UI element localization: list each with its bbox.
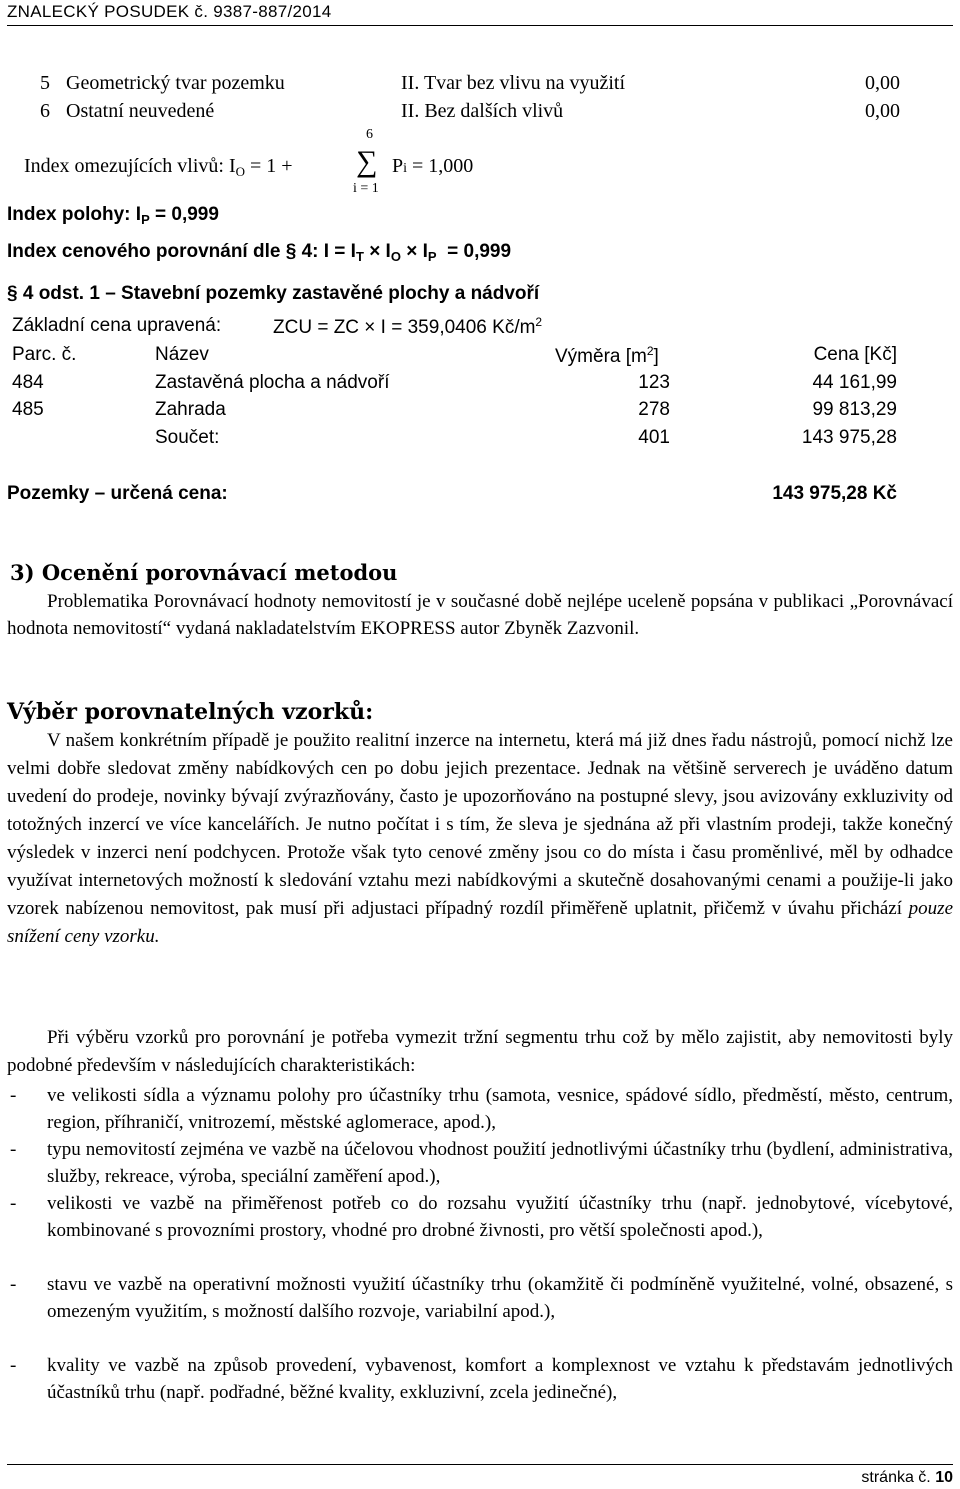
index-polohy-label: Index polohy: I bbox=[7, 204, 142, 225]
p-symbol: P bbox=[392, 155, 404, 177]
document-header bbox=[7, 2, 953, 26]
table-row-cena: 44 161,99 bbox=[812, 372, 897, 393]
factor-num: 5 bbox=[40, 72, 50, 94]
sum-top: 6 bbox=[366, 127, 373, 142]
list-dash: - bbox=[10, 1193, 17, 1214]
factor-desc: II. Bez dalších vlivů bbox=[401, 100, 564, 122]
vyber-p1-main: V našem konkrétním případě je použito realitní inzerce na internetu, která má již dnes řadu nástrojů, pomocí nichž lze velmi dobře sledovat změny nabídkových cen po dobu jejich prezentace. Jednak na většině serverech je uváděno datum uvedení do prodeje, novinky bývají zvýrazňovány, často je upozorňováno na postupné slevy, jsou avizovány exkluzivity od totožných inzercí ve více kancelářích. Je nutno počítat i s tím, že sleva je sjednána až při vlastním prodeji, takže konečný výsledek v inzerci není podchycen. Protože však tyto cenové změny jsou co do místa i času proměnlivé, měl by odhadce využívat internetových možností k sledování vztahu mezi nabídkovými a skutečně dosahovanými cenami a použije-li jako vzorek nabízenou nemovitost, pak musí při adjustaci případný rozdíl přiměřeně uplatnit, přičemž v úvahu přichází bbox=[7, 730, 953, 919]
list-item bbox=[7, 1271, 953, 1325]
list-item-text: kvality ve vazbě na způsob provedení, vybavenost, komfort a komplexnost ve vztahu k představám jednotlivých účastníků trhu (např. podřadné, běžné kvality, exkluzivní, zcela jedinečné), bbox=[47, 1355, 953, 1403]
page-footer bbox=[7, 1464, 953, 1487]
pozemky-value: 143 975,28 Kč bbox=[772, 483, 897, 504]
table-row-cena: 99 813,29 bbox=[812, 399, 897, 420]
factor-num: 6 bbox=[40, 100, 50, 122]
index-cen-sub-p: P bbox=[427, 249, 437, 264]
vyber-p2: Při výběru vzorků pro porovnání je potřeba vymezit tržní segmentu trhu což by mělo zajistit, aby nemovitosti byly podobné především v následujících charakteristikách: bbox=[7, 1027, 953, 1076]
list-dash: - bbox=[10, 1139, 17, 1160]
index-polohy-result: = 0,999 bbox=[155, 204, 219, 225]
p-sub: i bbox=[403, 161, 408, 176]
index-cen-times: × I bbox=[369, 241, 391, 262]
index-polohy-sub: P bbox=[141, 212, 150, 227]
section-title: § 4 odst. 1 – Stavební pozemky zastavěné plochy a nádvoří bbox=[7, 283, 540, 304]
list-item bbox=[7, 1352, 953, 1406]
th-vymera bbox=[555, 344, 659, 368]
table-row-nazev: Zastavěná plocha a nádvoří bbox=[155, 372, 390, 393]
vyber-paragraph-2 bbox=[7, 1024, 953, 1080]
index-label: Index omezujících vlivů: I bbox=[24, 155, 236, 177]
index-cen-sub-t: T bbox=[355, 249, 364, 264]
zcu-sup: 2 bbox=[535, 315, 543, 329]
factor-value: 0,00 bbox=[865, 72, 900, 94]
index-cen-result: = 0,999 bbox=[447, 241, 512, 262]
factor-name: Ostatní neuvedené bbox=[66, 100, 215, 122]
vyber-title: Výběr porovnatelných vzorků: bbox=[7, 699, 374, 725]
table-total-label: Součet: bbox=[155, 427, 220, 448]
footer-label: stránka č. bbox=[861, 1469, 931, 1486]
list-item-text: typu nemovitostí zejména ve vazbě na účelovou vhodnost použití jednotlivými účastníky trhu (bydlení, administrativa, služby, rekreace, výroba, speciální zaměření apod.), bbox=[47, 1139, 953, 1187]
index-cenoveho-porovnani bbox=[7, 241, 511, 264]
factor-value: 0,00 bbox=[865, 100, 900, 122]
factor-desc: II. Tvar bez vlivu na využití bbox=[401, 72, 626, 94]
index-eq: = 1 + bbox=[250, 155, 293, 177]
section3-paragraph bbox=[7, 588, 953, 642]
zcu-formula-text: ZCU = ZC × I = 359,0406 Kč/m bbox=[273, 317, 536, 338]
zcu-label: Základní cena upravená: bbox=[12, 315, 222, 336]
index-omezujicich-vlivu bbox=[8, 125, 508, 200]
sum-sign: ∑ bbox=[356, 145, 378, 178]
section3-p1: Problematika Porovnávací hodnoty nemovitostí je v současné době nejlépe uceleně popsána v publikaci „Porovnávací hodnota nemovitostí“ vydaná nakladatelstvím EKOPRESS autor Zbyněk Zazvonil. bbox=[7, 591, 953, 639]
list-dash: - bbox=[10, 1085, 17, 1106]
table-total-cena: 143 975,28 bbox=[801, 427, 897, 448]
sum-bottom: i = 1 bbox=[353, 181, 379, 196]
th-cena: Cena [Kč] bbox=[813, 344, 897, 365]
table-row-parc: 484 bbox=[12, 372, 44, 393]
list-dash: - bbox=[10, 1274, 17, 1295]
list-item-text: stavu ve vazbě na operativní možnosti využití účastníky trhu (okamžitě či podmíněně využitelné, volné, obsazené, s omezeným využitím, s možností dalšího rozvoje, variabilní apod.), bbox=[47, 1274, 953, 1322]
vyber-paragraph-1 bbox=[7, 727, 953, 951]
table-row-parc: 485 bbox=[12, 399, 44, 420]
footer-page-number: 10 bbox=[935, 1469, 953, 1486]
th-vymera-sup: 2 bbox=[646, 344, 654, 358]
list-item bbox=[7, 1082, 953, 1136]
index-cen-label: Index cenového porovnání dle § 4: I = I bbox=[7, 241, 356, 262]
list-item-text: velikosti ve vazbě na přiměřenost potřeb co do rozsahu využití účastníky trhu (např. jednobytové, vícebytové, kombinované s provozními prostory, vhodné pro drobné živnosti, pro větší společnosti apod.), bbox=[47, 1193, 953, 1241]
table-total-vymera: 401 bbox=[638, 427, 670, 448]
zcu-formula bbox=[273, 315, 542, 339]
section3-title: 3) Ocenění porovnávací metodou bbox=[10, 560, 398, 585]
list-dash: - bbox=[10, 1355, 17, 1376]
table-row-vymera: 278 bbox=[638, 399, 670, 420]
list-item bbox=[7, 1190, 953, 1244]
table-row-vymera: 123 bbox=[638, 372, 670, 393]
th-parc: Parc. č. bbox=[12, 344, 77, 365]
th-nazev: Název bbox=[155, 344, 209, 365]
vyber-p1-italic: pouze snížení ceny vzorku. bbox=[7, 898, 953, 947]
table-row-nazev: Zahrada bbox=[155, 399, 226, 420]
pozemky-label: Pozemky – určená cena: bbox=[7, 483, 228, 504]
th-vymera-end: ] bbox=[653, 346, 659, 367]
index-result: = 1,000 bbox=[412, 155, 474, 177]
header-title: ZNALECKÝ POSUDEK č. 9387-887/2014 bbox=[7, 2, 332, 21]
list-item bbox=[7, 1136, 953, 1190]
list-item-text: ve velikosti sídla a významu polohy pro účastníky trhu (samota, vesnice, spádové sídlo, předměstí, město, centrum, region, příhraničí, vnitrozemí, městské aglomerace, apod.), bbox=[47, 1085, 953, 1133]
factor-name: Geometrický tvar pozemku bbox=[66, 72, 285, 94]
th-vymera-text: Výměra [m bbox=[555, 346, 647, 367]
index-sub: O bbox=[235, 164, 245, 179]
index-cen-times: × I bbox=[406, 241, 428, 262]
index-cen-sub-o: O bbox=[390, 249, 401, 264]
index-polohy bbox=[7, 204, 219, 227]
